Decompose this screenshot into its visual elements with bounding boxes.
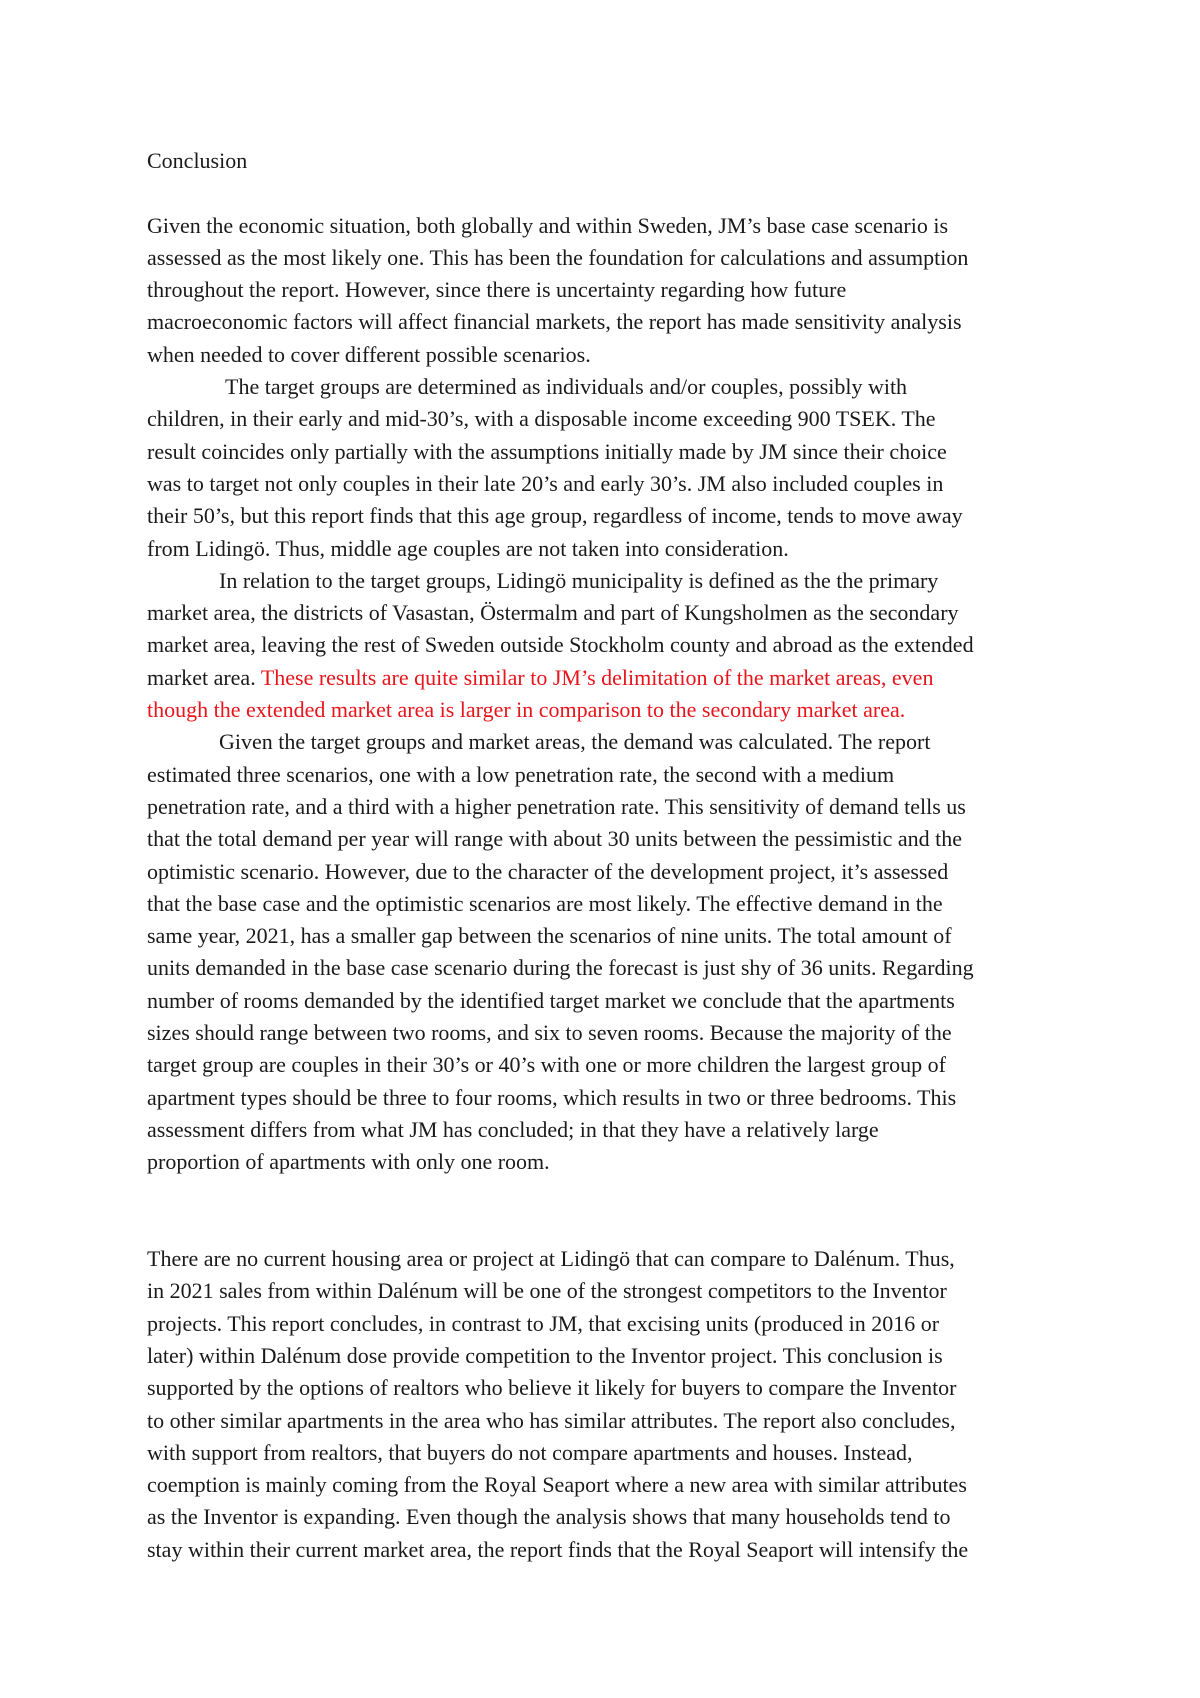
text-line: proportion of apartments with only one room. <box>147 1149 550 1175</box>
document-page <box>147 145 1067 1566</box>
text-line: penetration rate, and a third with a higher penetration rate. This sensitivity of demand tells us <box>147 793 966 819</box>
text-line: sizes should range between two rooms, and six to seven rooms. Because the majority of the <box>147 1020 952 1046</box>
section-heading: Conclusion <box>147 148 248 173</box>
highlighted-text: These results are quite similar to JM’s delimitation of the market areas, even <box>260 664 934 690</box>
text-line <box>147 662 1067 694</box>
text-line: supported by the options of realtors who believe it likely for buyers to compare the Inventor <box>147 1375 957 1401</box>
text-line: was to target not only couples in their late 20’s and early 30’s. JM also included couples in <box>147 470 944 496</box>
paragraph-market-areas <box>147 565 1067 726</box>
text-line: market area, the districts of Vasastan, Östermalm and part of Kungsholmen as the secondary <box>147 600 959 626</box>
text-line: coemption is mainly coming from the Royal Seaport where a new area with similar attributes <box>147 1472 967 1498</box>
text-line: market area, leaving the rest of Sweden outside Stockholm county and abroad as the extended <box>147 632 974 658</box>
paragraph-economic-situation <box>147 210 1067 371</box>
text-line: target group are couples in their 30’s or 40’s with one or more children the largest group of <box>147 1052 946 1078</box>
text-line: throughout the report. However, since there is uncertainty regarding how future <box>147 277 847 303</box>
paragraph-spacer <box>147 1179 1067 1244</box>
text-line: in 2021 sales from within Dalénum will be one of the strongest competitors to the Inventor <box>147 1278 947 1304</box>
paragraph-target-groups <box>147 371 1067 565</box>
highlighted-text: though the extended market area is larger in comparison to the secondary market area. <box>147 697 906 723</box>
text-line: There are no current housing area or project at Lidingö that can compare to Dalénum. Thus, <box>147 1246 955 1272</box>
text-line: when needed to cover different possible scenarios. <box>147 341 591 367</box>
text-line: number of rooms demanded by the identified target market we conclude that the apartments <box>147 987 955 1013</box>
text-line: same year, 2021, has a smaller gap between the scenarios of nine units. The total amount of <box>147 923 952 949</box>
text-line: units demanded in the base case scenario during the forecast is just shy of 36 units. Regarding <box>147 955 974 981</box>
text-line: assessment differs from what JM has concluded; in that they have a relatively large <box>147 1116 879 1142</box>
text-line: as the Inventor is expanding. Even though the analysis shows that many households tend to <box>147 1504 951 1530</box>
text-line: assessed as the most likely one. This has been the foundation for calculations and assumption <box>147 244 969 270</box>
text-line: apartment types should be three to four rooms, which results in two or three bedrooms. This <box>147 1084 957 1110</box>
text-line: projects. This report concludes, in contrast to JM, that excising units (produced in 2016 or <box>147 1310 940 1336</box>
text-segment: market area. <box>147 664 261 690</box>
text-line: optimistic scenario. However, due to the character of the development project, it’s assessed <box>147 858 949 884</box>
text-line: children, in their early and mid-30’s, with a disposable income exceeding 900 TSEK. The <box>147 406 936 432</box>
text-line: later) within Dalénum dose provide competition to the Inventor project. This conclusion is <box>147 1342 943 1368</box>
text-line: to other similar apartments in the area who has similar attributes. The report also concludes, <box>147 1407 956 1433</box>
text-line: that the total demand per year will range with about 30 units between the pessimistic and the <box>147 826 962 852</box>
text-line: with support from realtors, that buyers do not compare apartments and houses. Instead, <box>147 1439 913 1465</box>
text-line: stay within their current market area, the report finds that the Royal Seaport will intensify the <box>147 1536 969 1562</box>
text-line: from Lidingö. Thus, middle age couples are not taken into consideration. <box>147 535 789 561</box>
text-line: Given the economic situation, both globally and within Sweden, JM’s base case scenario is <box>147 212 949 238</box>
text-line: that the base case and the optimistic scenarios are most likely. The effective demand in the <box>147 890 943 916</box>
paragraph-demand <box>147 726 1067 1178</box>
text-line: In relation to the target groups, Lidingö municipality is defined as the the primary <box>219 567 939 593</box>
paragraph-competition <box>147 1243 1067 1566</box>
text-line: estimated three scenarios, one with a low penetration rate, the second with a medium <box>147 761 895 787</box>
text-line: their 50’s, but this report finds that this age group, regardless of income, tends to move away <box>147 503 963 529</box>
text-line: result coincides only partially with the assumptions initially made by JM since their choice <box>147 438 947 464</box>
text-line: The target groups are determined as individuals and/or couples, possibly with <box>225 374 908 400</box>
text-line: macroeconomic factors will affect financial markets, the report has made sensitivity analysis <box>147 309 962 335</box>
text-line: Given the target groups and market areas, the demand was calculated. The report <box>219 729 931 755</box>
